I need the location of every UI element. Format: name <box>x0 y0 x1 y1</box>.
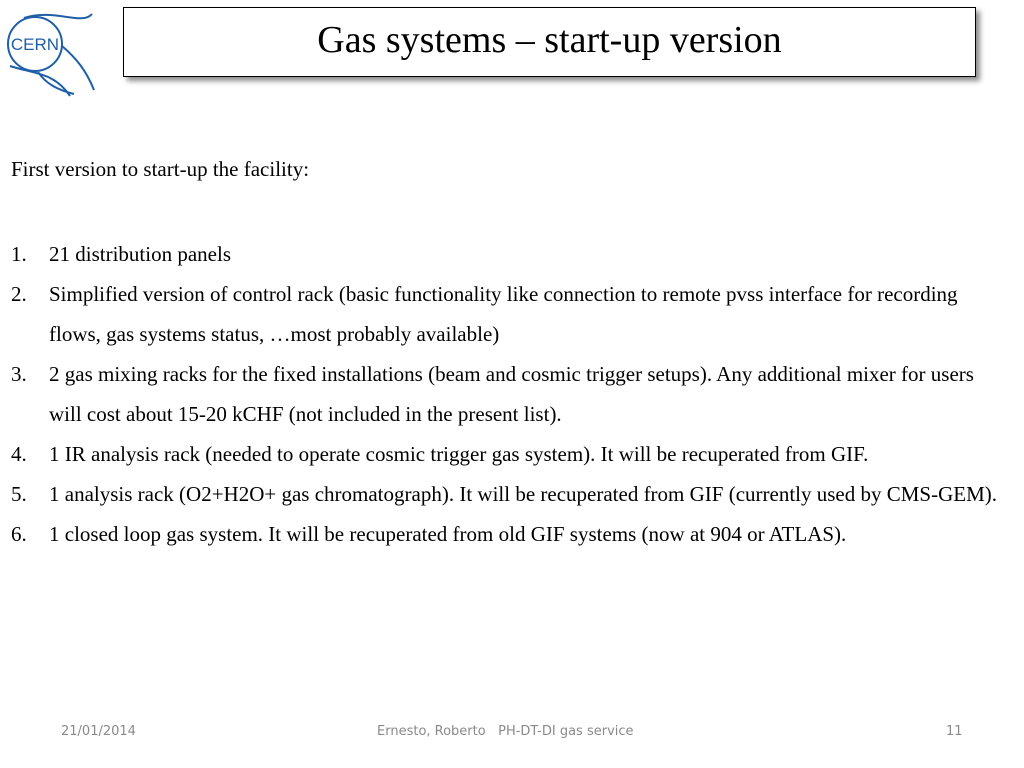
list-item <box>11 354 1011 434</box>
footer-author: Ernesto, Roberto PH-DT-DI gas service <box>377 724 634 739</box>
list-item-text: Simplified version of control rack (basic functionality like connection to remote pvss interface for recording flows, gas systems status, …most probably available) <box>49 282 958 346</box>
list-item-text: 21 distribution panels <box>49 242 231 266</box>
list-number: 4. <box>11 442 27 466</box>
requirements-list <box>11 234 1011 554</box>
footer-date: 21/01/2014 <box>61 724 136 739</box>
list-item <box>11 474 1011 514</box>
page-number: 11 <box>946 724 963 739</box>
list-number: 3. <box>11 362 27 386</box>
list-item-text: 2 gas mixing racks for the fixed installations (beam and cosmic trigger setups). Any additional mixer for users will cost about 15-20 kCHF (not included in the present list). <box>49 362 974 426</box>
title-box <box>123 7 976 77</box>
cern-logo-icon <box>4 8 96 98</box>
list-number: 2. <box>11 282 27 306</box>
intro-text: First version to start-up the facility: <box>11 157 310 181</box>
slide-title: Gas systems – start-up version <box>317 19 782 61</box>
list-item <box>11 234 1011 274</box>
cern-logo-text: CERN <box>10 35 60 54</box>
list-number: 6. <box>11 522 27 546</box>
list-item-text: 1 closed loop gas system. It will be recuperated from old GIF systems (now at 904 or ATLAS). <box>49 522 847 546</box>
list-item <box>11 514 1011 554</box>
list-number: 5. <box>11 482 27 506</box>
list-item-text: 1 IR analysis rack (needed to operate cosmic trigger gas system). It will be recuperated from GIF. <box>49 442 869 466</box>
list-item <box>11 274 1011 354</box>
cern-logo <box>4 8 96 98</box>
list-item-text: 1 analysis rack (O2+H2O+ gas chromatograph). It will be recuperated from GIF (currently used by CMS-GEM). <box>49 482 998 506</box>
list-item <box>11 434 1011 474</box>
list-number: 1. <box>11 242 27 266</box>
